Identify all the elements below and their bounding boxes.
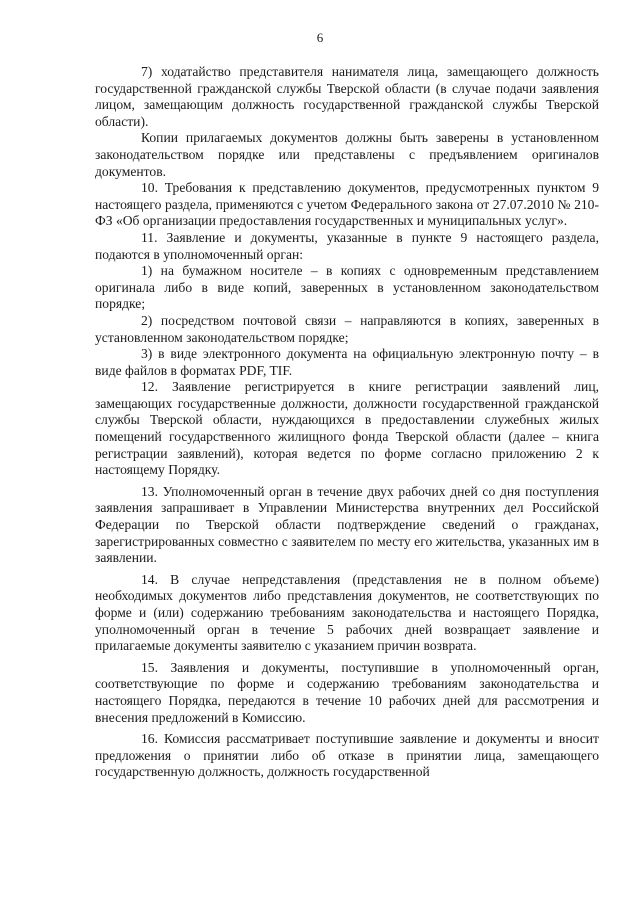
paragraph-copies-note: Копии прилагаемых документов должны быть заверены в установленном законодательством порядке или представлены с предъявлением оригиналов документов. [95,130,599,179]
paragraph-11: 11. Заявление и документы, указанные в пункте 9 настоящего раздела, подаются в уполномоченный орган: [95,229,599,262]
paragraph-14: 14. В случае непредставления (представления не в полном объеме) необходимых документов либо представления документов, не соответствующих по форме и (или) содержанию требованиям законодательства и настоящего Порядка, уполномоченный орган в течение 5 рабочих дней возвращает заявление и прилагаемые документы заявителю с указанием причин возврата. [95,571,599,654]
paragraph-15: 15. Заявления и документы, поступившие в уполномоченный орган, соответствующие по форме и содержанию требованиям законодательства и настоящего Порядка, передаются в течение 10 рабочих дней для рассмотрения и внесения предложений в Комиссию. [95,659,599,725]
document-body [95,64,599,781]
paragraph-11-item-2: 2) посредством почтовой связи – направляются в копиях, заверенных в установленном законодательством порядке; [95,312,599,345]
paragraph-11-item-1: 1) на бумажном носителе – в копиях с одновременным представлением оригинала либо в виде копий, заверенных в установленном законодательством порядке; [95,263,599,312]
paragraph-13: 13. Уполномоченный орган в течение двух рабочих дней со дня поступления заявления запрашивает в Управлении Министерства внутренних дел Российской Федерации по Тверской области подтверждение сведений о гражданах, зарегистрированных совместно с заявителем по месту его жительства, указанных им в заявлении. [95,483,599,566]
paragraph-12: 12. Заявление регистрируется в книге регистрации заявлений лиц, замещающих государственные должности, должности государственной гражданской службы Тверской области, нуждающихся в предоставлении служебных жилых помещений государственного жилищного фонда Тверской области (далее – книга регистрации заявлений), которая ведется по форме согласно приложению 2 к настоящему Порядку. [95,379,599,478]
paragraph-16: 16. Комиссия рассматривает поступившие заявление и документы и вносит предложения о принятии либо об отказе в принятии лица, замещающего государственную должность, должность государственной [95,731,599,780]
page-number: 6 [316,30,324,45]
paragraph-10: 10. Требования к представлению документов, предусмотренных пунктом 9 настоящего раздела, применяются с учетом Федерального закона от 27.07.2010 № 210-ФЗ «Об организации предоставления государственных и муниципальных услуг». [95,180,599,229]
paragraph-item-7: 7) ходатайство представителя нанимателя лица, замещающего должность государственной гражданской службы Тверской области (в случае подачи заявления лицом, замещающим должность государственной гражданской службы Тверской области). [95,64,599,129]
paragraph-11-item-3: 3) в виде электронного документа на официальную электронную почту – в виде файлов в форматах PDF, TIF. [95,346,599,378]
